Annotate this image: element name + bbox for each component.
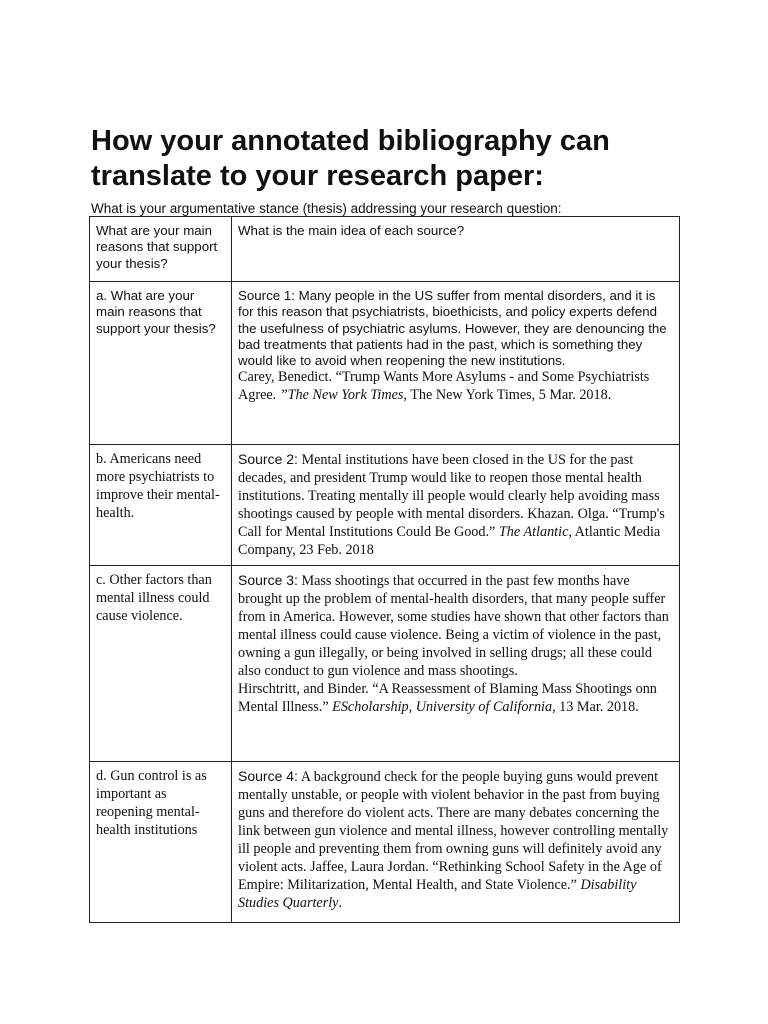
reason-cell	[90, 282, 232, 445]
source-label: Source 3:	[238, 572, 298, 589]
source-label: Source 1:	[238, 288, 295, 303]
reason-cell	[90, 445, 232, 566]
citation-details: , The New York Times, 5 Mar. 2018.	[403, 387, 612, 404]
source-cell	[232, 762, 680, 923]
table-row	[90, 762, 680, 923]
citation-details: , 13 Mar. 2018.	[552, 698, 639, 715]
reason-text: b. Americans need more psychiatrists to improve their mental-health.	[96, 451, 220, 521]
table-row	[90, 445, 680, 566]
citation-author: Hirschtritt, and Binder. “A Reassessment of Blaming Mass Shootings onn Mental Illness.”	[238, 680, 657, 715]
reason-text: c. Other factors than mental illness could cause violence.	[96, 572, 212, 625]
source-label: Source 4:	[238, 768, 298, 785]
citation-title: The Atlantic	[498, 523, 569, 540]
source-summary	[238, 451, 673, 559]
source-text: A background check for the people buying guns would prevent mentally unstable, or people with violent behavior in the past from buying guns and therefore do violent acts. There are many debates concerning the link between gun violence and mental illness, however controlling mentally ill people and preventing them from owning guns will definitely avoid any violent acts. Jaffee, Laura Jordan. “Rethinking School Safety in the Age of Empire: Militarization, Mental Health, and State Violence.”	[238, 769, 669, 893]
bibliography-table	[89, 216, 680, 923]
source-cell	[232, 282, 680, 445]
table-header-row	[90, 217, 680, 282]
reason-text: a. What are your main reasons that support your thesis?	[96, 288, 216, 336]
citation-author: Carey, Benedict. “Trump Wants More Asylums - and Some Psychiatrists Agree.	[238, 369, 650, 404]
page-title: How your annotated bibliography can translate to your research paper:	[91, 125, 610, 192]
sources-column-header	[232, 217, 680, 282]
reasons-column-header	[90, 217, 232, 282]
sources-header-text: What is the main idea of each source?	[238, 223, 465, 238]
source-text: Mental institutions have been closed in the US for the past decades, and president Trump would like to reopen those mental health institutions. Treating mentally ill people would clearly help avoiding mass shootings caused by people with mental disorders. Khazan. Olga. “Trump's Call for Mental Institutions Could Be Good.”	[238, 452, 665, 540]
reason-cell	[90, 566, 232, 762]
source-cell	[232, 566, 680, 762]
citation-details: , Atlantic Media Company, 23 Feb. 2018	[238, 523, 661, 558]
source-text: Many people in the US suffer from mental disorders, and it is for this reason that psychiatrists, bioethicists, and policy experts defend the usefulness of psychiatric asylums. However, they are denouncing the bad treatments that patients had in the past, which is something they would like to avoid when reopening the new institutions.	[238, 288, 667, 369]
table-row	[90, 566, 680, 762]
reasons-header-text: What are your main reasons that support your thesis?	[96, 223, 218, 271]
source-text: Mass shootings that occurred in the past few months have brought up the problem of mental-health disorders, that many people suffer from in America. However, some studies have shown that other factors than mental illness could cause violence. Being a victim of violence in the past, owning a gun illegally, or being involved in selling drugs; all these could also conduct to gun violence and mass shootings.	[238, 573, 669, 679]
source-cell	[232, 445, 680, 566]
thesis-prompt: What is your argumentative stance (thesis) addressing your research question:	[91, 201, 562, 216]
source-citation	[238, 681, 673, 717]
citation-details: .	[338, 894, 343, 911]
source-summary	[238, 572, 673, 680]
citation-title: Disability Studies Quarterly	[238, 876, 637, 911]
reason-text: d. Gun control is as important as reopening mental-health institutions	[96, 768, 207, 839]
reason-cell	[90, 762, 232, 923]
source-summary	[238, 288, 673, 369]
source-label: Source 2:	[238, 451, 298, 467]
source-summary	[238, 768, 673, 912]
table-row	[90, 282, 680, 445]
citation-title: EScholarship, University of California	[332, 698, 553, 715]
citation-title: ”The New York Times	[279, 387, 404, 404]
source-citation	[238, 369, 673, 405]
